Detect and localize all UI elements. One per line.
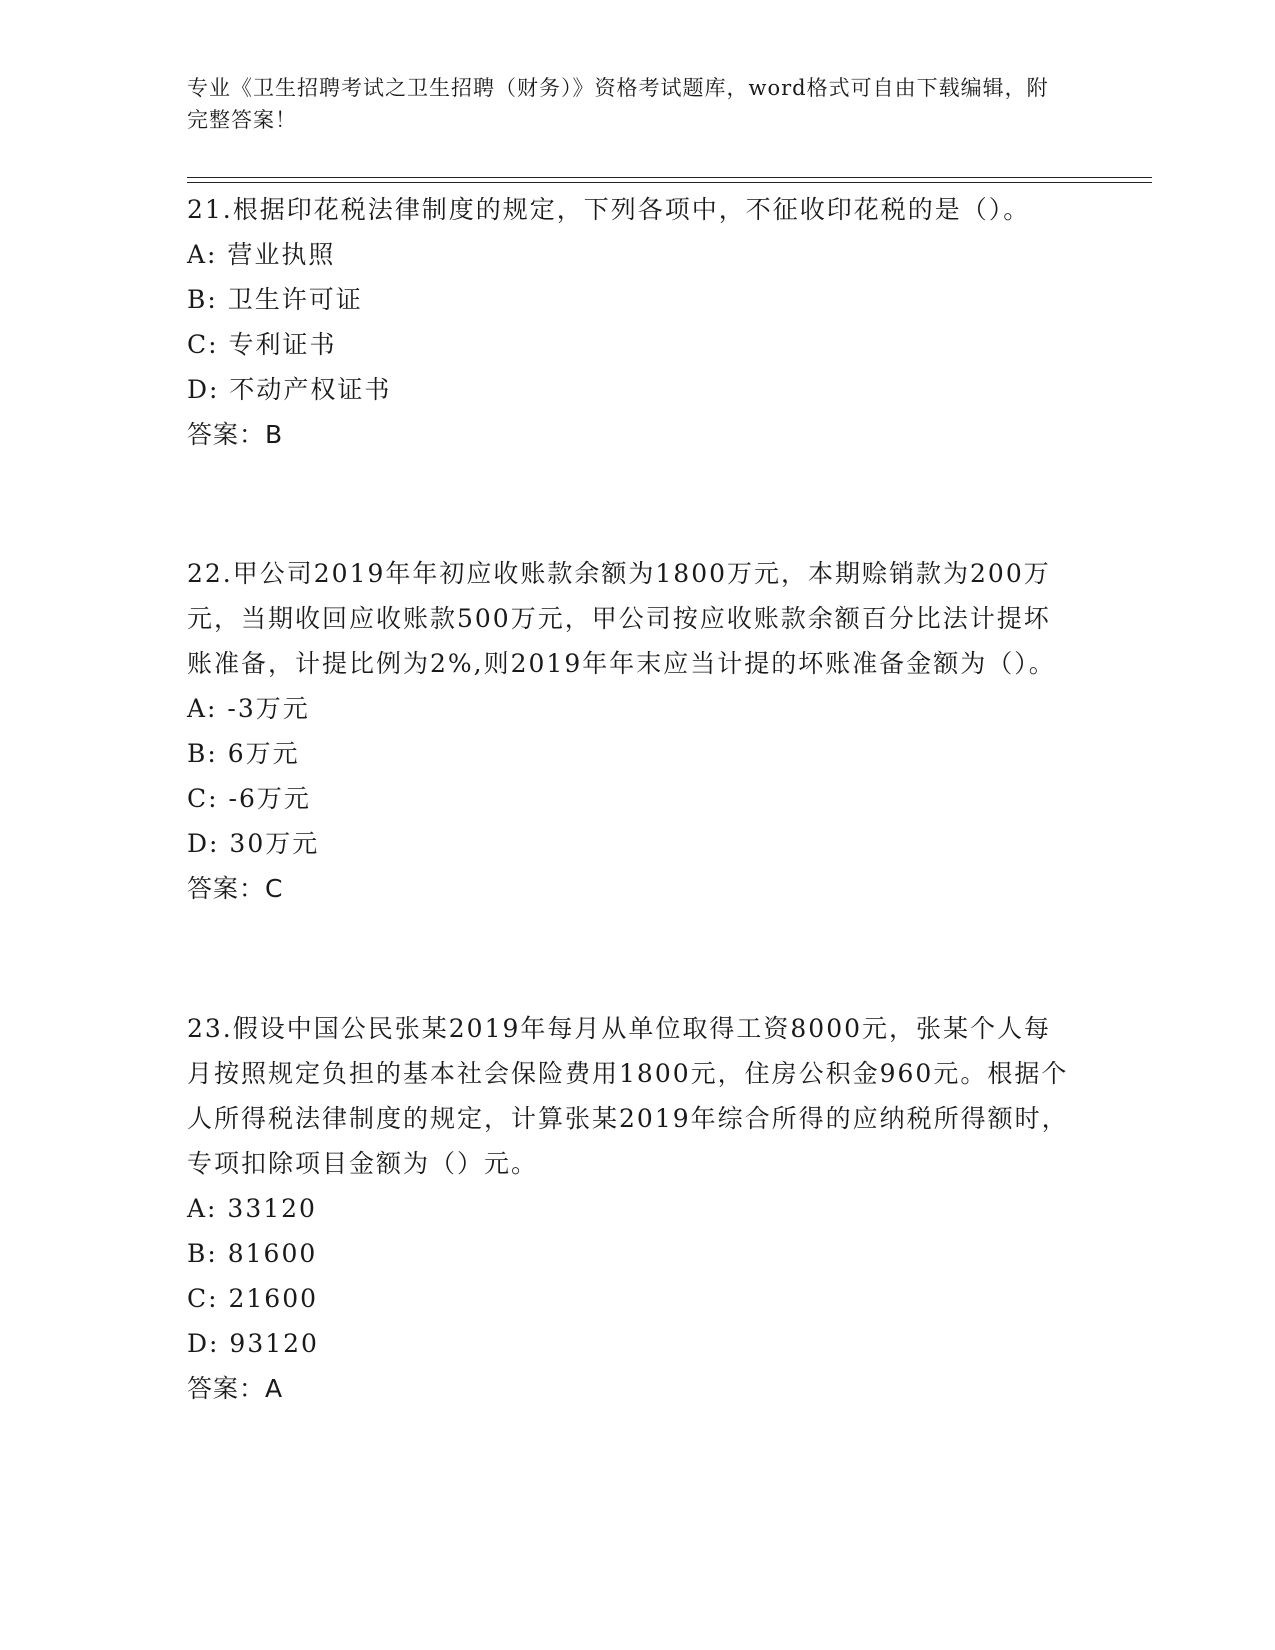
option-d: D: 93120 [187,1329,319,1358]
option-d: D: 不动产权证书 [187,375,392,404]
option-c: C: 专利证书 [187,330,337,359]
question-text: 22.甲公司2019年年初应收账款余额为1800万元，本期赊销款为200万元，当期收回应收账款500万元，甲公司按应收账款余额百分比法计提坏账准备，计提比例为2%,则2019年年末应当计提的坏账准备金额为（）。 [187,559,1056,678]
question-21 [187,187,1077,457]
answer: 答案：C [187,874,284,903]
option-c: C: 21600 [187,1284,319,1313]
header-divider-bottom [187,182,1152,183]
question-22 [187,551,1077,911]
option-b: B: 6万元 [187,739,300,768]
option-d: D: 30万元 [187,829,320,858]
question-23 [187,1006,1077,1411]
option-c: C: -6万元 [187,784,311,813]
question-text: 21.根据印花税法律制度的规定，下列各项中，不征收印花税的是（）。 [187,195,1031,224]
question-text: 23.假设中国公民张某2019年每月从单位取得工资8000元，张某个人每月按照规定负担的基本社会保险费用1800元，住房公积金960元。根据个人所得税法律制度的规定，计算张某2019年综合所得的应纳税所得额时，专项扣除项目金额为（）元。 [187,1014,1069,1178]
option-b: B: 81600 [187,1239,318,1268]
option-b: B: 卫生许可证 [187,285,363,314]
option-a: A: 33120 [187,1194,317,1223]
answer: 答案：B [187,420,284,449]
option-a: A: -3万元 [187,694,310,723]
answer: 答案：A [187,1374,284,1403]
option-a: A: 营业执照 [187,240,336,269]
header-divider-top [187,177,1152,178]
document-header: 专业《卫生招聘考试之卫生招聘（财务）》资格考试题库，word格式可自由下载编辑，附完整答案！ [187,76,1049,132]
